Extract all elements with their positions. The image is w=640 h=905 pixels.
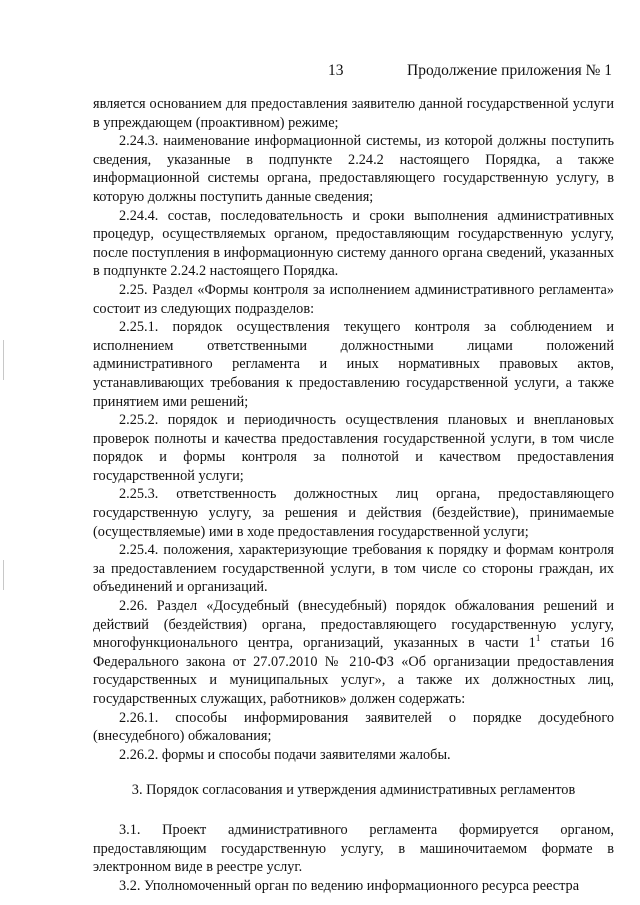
document-body xyxy=(93,95,614,895)
paragraph-2-25: 2.25. Раздел «Формы контроля за исполнением административного регламента» состоит из следующих подразделов: xyxy=(93,281,614,317)
paragraph-2-25-3: 2.25.3. ответственность должностных лиц органа, предоставляющего государственную услугу, за решения и действия (бездействие), принимаемые (осуществляемые) ими в ходе предоставления государственной услуги; xyxy=(93,486,614,540)
paragraph-2-25-2: 2.25.2. порядок и периодичность осуществления плановых и внеплановых проверок полноты и качества предоставления государственной услуги, в том числе порядок и формы контроля за полнотой и качеством предоставления государственной услуги; xyxy=(93,412,614,484)
paragraph-3-2: 3.2. Уполномоченный орган по ведению информационного ресурса реестра xyxy=(119,877,580,894)
paragraph-continuation: является основанием для предоставления заявителю данной государственной услуги в упреждающем (проактивном) режиме; xyxy=(93,96,614,131)
paragraph-2-25-4: 2.25.4. положения, характеризующие требования к порядку и формам контроля за предоставлением государственной услуги, в том числе со стороны граждан, их объединений и организаций. xyxy=(93,542,614,596)
paragraph-3-1: 3.1. Проект административного регламента формируется органом, предоставляющим государственную услугу, в машиночитаемом формате в электронном виде в реестре услуг. xyxy=(93,821,614,876)
paragraph-2-25-1: 2.25.1. порядок осуществления текущего контроля за соблюдением и исполнением ответственными должностными лицами положений административного регламента и иных нормативных правовых актов, устанавливающих требования к предоставлению государственной услуги, а также принятием ими решений; xyxy=(93,319,614,410)
margin-scan-mark xyxy=(3,560,4,590)
paragraph-2-26-text-start: 2.26. Раздел «Досудебный (внесудебный) порядок обжалования решений и действий (бездействия) органа, предоставляющего государственную услугу, многофункционального центра, организаций, указанных в части 1 xyxy=(93,598,614,652)
appendix-continuation-label: Продолжение приложения № 1 xyxy=(407,62,612,79)
paragraph-2-26-2: 2.26.2. формы и способы подачи заявителями жалобы. xyxy=(119,746,451,763)
paragraph-2-26-1: 2.26.1. способы информирования заявителей о порядке досудебного (внесудебного) обжалования; xyxy=(93,709,614,745)
paragraph-2-24-4: 2.24.4. состав, последовательность и сроки выполнения административных процедур, осуществляемых органом, предоставляющим государственную услугу, после поступления в информационную систему данного органа сведений, указанных в подпункте 2.24.2 настоящего Порядка. xyxy=(93,207,614,280)
section-heading: 3. Порядок согласования и утверждения административных регламентов xyxy=(131,782,576,799)
superscript-footnote-mark: 1 xyxy=(535,633,541,644)
page-number: 13 xyxy=(328,62,344,79)
paragraph-2-26 xyxy=(93,597,614,709)
paragraph-2-24-3: 2.24.3. наименование информационной системы, из которой должны поступить сведения, указанные в подпункте 2.24.2 настоящего Порядка, а также информационной системы органа, предоставляющего государственную услугу, в которую должны поступить данные сведения; xyxy=(93,133,614,205)
paragraph-2-26-text-end: статьи 16 Федерального закона от 27.07.2010 № 210-ФЗ «Об организации предоставления государственных и муниципальных услуг», а также их должностных лиц, государственных служащих, работников» должен содержать: xyxy=(93,635,614,707)
margin-scan-mark xyxy=(3,340,4,380)
